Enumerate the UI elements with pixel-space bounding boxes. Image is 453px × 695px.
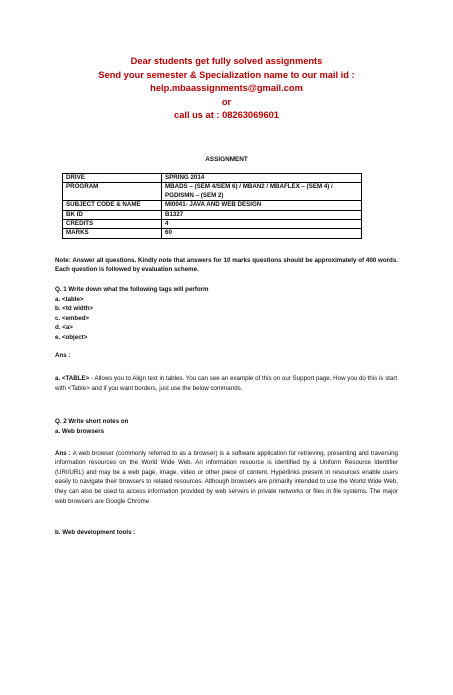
table-row <box>63 229 362 238</box>
list-item: e. <object> <box>55 333 88 341</box>
assignment-title: ASSIGNMENT <box>205 155 248 163</box>
banner-phone: call us at : 08263069601 <box>174 110 279 121</box>
answer-2-text: A web browser (commonly referred to as a browser) is a software application for retrieving, presenting and traversing information resources on the World Wide Web. An information resource is identified by a Uniform Resource Identifier (URI/URL) and may be a web page, image, video or other piece of content. Hyperlinks present in resources enable users easily to navigate their browsers to related resources. Although browsers are primarily intended to use the World Wide Web, they can also be used to access information provided by web servers in private networks or files in file systems. The major web browsers are Google Chrome <box>55 449 398 505</box>
answer-label: Ans : <box>55 351 71 359</box>
answer-2-paragraph <box>55 449 398 507</box>
question-1-title: Q. 1 Write down what the following tags will perform <box>55 286 209 293</box>
table-key: BK ID <box>63 210 162 219</box>
question-2 <box>55 417 398 436</box>
banner-email: help.mbaassignments@gmail.com <box>150 83 303 94</box>
table-value: MBADS – (SEM 4/SEM 6) / MBAN2 / MBAFLEX – (SEM 4) / PGDISMN – (SEM 2) <box>162 183 362 201</box>
question-2-part-a: a. Web browsers <box>55 427 105 435</box>
table-row <box>63 220 362 229</box>
question-2-part-b: b. Web development tools : <box>55 529 136 537</box>
banner-line-2: Send your semester & Specialization name to our mail id : <box>98 69 355 80</box>
table-value: 60 <box>162 229 362 238</box>
list-item: b. <td width> <box>55 305 94 313</box>
table-value: 4 <box>162 220 362 229</box>
answer-1-text: - Allows you to Align text in tables. You can see an example of this on our Support page. How you do this is start with <Table> and if you want borders, just use the below commands. <box>55 375 398 392</box>
promo-banner <box>55 55 398 123</box>
answer-2-lead: Ans : <box>55 449 71 457</box>
banner-or: or <box>221 96 232 107</box>
answer-1-lead: a. <TABLE> <box>55 375 90 383</box>
list-item: c. <embed> <box>55 314 90 322</box>
assignment-info-table <box>62 173 362 239</box>
table-key: MARKS <box>63 229 162 238</box>
table-row <box>63 173 362 182</box>
banner-line-1: Dear students get fully solved assignments <box>130 56 323 66</box>
list-item: a. <table> <box>55 295 84 303</box>
table-key: DRIVE <box>63 173 162 182</box>
table-row <box>63 210 362 219</box>
answer-1-paragraph <box>55 374 398 393</box>
table-key: PROGRAM <box>63 183 162 201</box>
table-value: B1327 <box>162 210 362 219</box>
table-value: MI0041- JAVA AND WEB DESIGN <box>162 201 362 210</box>
table-row <box>63 201 362 210</box>
table-row <box>63 183 362 201</box>
question-1 <box>55 285 398 343</box>
note-paragraph: Note: Answer all questions. Kindly note that answers for 10 marks questions should be approximately of 400 words. Each question is followed by evaluation scheme. <box>55 256 398 274</box>
list-item: d. <a> <box>55 324 73 332</box>
table-key: CREDITS <box>63 220 162 229</box>
table-value: SPRING 2014 <box>162 173 362 182</box>
document-page <box>0 55 453 695</box>
question-2-title: Q. 2 Write short notes on <box>55 418 129 426</box>
table-key: SUBJECT CODE & NAME <box>63 201 162 210</box>
